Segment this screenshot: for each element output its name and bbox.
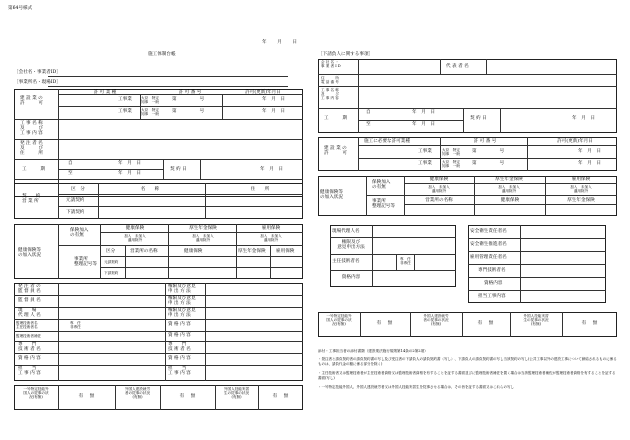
right-main-table — [318, 59, 617, 133]
insurance-label: 健康保険等 の加入状況 — [18, 248, 41, 258]
sales-office-row-sub: 下請契約 — [66, 210, 85, 215]
contract-date: 年 月 日 — [260, 167, 283, 172]
sub-role-authority: 権限及び 意見申出方法 — [337, 240, 365, 250]
sub-insurance-val-employment[interactable]: 加入 未加入 適用除外 — [570, 185, 592, 193]
foreign-specified-skilled-value[interactable]: 有 無 — [78, 394, 96, 399]
sub-permit-row-1-kind: 大臣 特定 知事 一般 — [442, 148, 460, 156]
permit-row-2-kind: 大臣 特定 知事 一般 — [141, 108, 159, 116]
sub-period-label: 工 期 — [324, 116, 347, 121]
project-label: 工 事 名 称 及 び 工 事 内 容 — [20, 121, 43, 136]
contract-date-label: 契 約 日 — [170, 167, 187, 172]
sub-period-from-date: 年 月 日 — [412, 110, 435, 115]
company-label: ［会社名・事業者ID］ — [14, 70, 61, 75]
sub-insurance-col-pension: 厚生年金保険 — [495, 177, 523, 182]
insurance-sub-header-office: 営業所の名称 — [130, 249, 158, 254]
foreign-technical-intern-label: 外国人技能実習 生の従事の状況 (有無) — [223, 387, 250, 399]
foreign-technical-intern-value[interactable]: 有 無 — [272, 394, 290, 399]
foreign-specified-skilled-label: 一号特定技能外 国人の従事の状 況(有無) — [23, 387, 49, 399]
form-number: 第64号様式 — [8, 6, 33, 11]
role-chief-engineer-dedicated[interactable]: 専 任 非専任 — [70, 321, 81, 329]
sub-representative-label: 代 表 者 名 — [446, 64, 469, 69]
insurance-sub-header-employment: 雇用保険 — [276, 249, 295, 254]
sub-permit-row-2-kind: 大臣 特定 知事 一般 — [442, 160, 460, 168]
sub-specialist-qualification: 資格内容 — [484, 281, 503, 286]
insurance-col-health: 健康保険 — [125, 226, 145, 231]
sub-period-to-date: 年 月 日 — [412, 122, 435, 127]
role-specialist-engineer-right: 専 門 技 術 者 名 — [168, 342, 191, 352]
sub-safety-officer: 安全衛生責任者名 — [470, 229, 507, 234]
sub-contract-date: 年 月 日 — [572, 116, 595, 121]
company-underline — [48, 76, 288, 77]
insurance-sub-row-sub: 下請契約 — [104, 271, 119, 275]
page-title: 施工体制台帳 — [148, 52, 176, 57]
sales-office-header-type: 区 分 — [71, 187, 85, 192]
sub-project-label: 工 事 名 称 及 び 工 事 内 容 — [321, 88, 339, 100]
sales-office-header-name: 名 称 — [140, 187, 160, 192]
sub-permit-header-date: 許可(更新)年月日 — [557, 139, 593, 144]
period-label: 工 期 — [22, 167, 45, 172]
period-from-date: 年 月 日 — [118, 161, 141, 166]
sub-insurance-sub-header-pension: 厚生年金保険 — [567, 198, 595, 203]
sub-period-to: 至 — [366, 122, 371, 127]
insurance-sub-header-health: 健康保険 — [184, 249, 203, 254]
sub-permit-row-2-number: 第 号 — [472, 161, 505, 166]
sub-insurance-office-label: 事業所 整理記号等 — [372, 199, 395, 209]
sub-specialist-engineer: 専門技術者名 — [478, 268, 506, 273]
sub-insurance-val-pension[interactable]: 加入 未加入 適用除外 — [498, 185, 520, 193]
sub-insurance-sub-header-office: 営業所の名称 — [425, 198, 453, 203]
sub-employment-manager: 雇用管理責任者名 — [470, 255, 507, 260]
insurance-val-employment[interactable]: 加入 未加入 適用除外 — [260, 234, 282, 242]
notes-2: ・主任技術者又は監理技術者が主任技術者資格又は監理技術者資格を有することを証する書面並びに監理技術者補佐を置く場合は当該監理技術者補佐が監理技術者資格を有することを証する書面(写し) — [318, 371, 616, 380]
period-to: 至 — [68, 171, 73, 176]
sub-permit-header-number: 許 可 番 号 — [473, 139, 497, 144]
sub-insurance-sub-header-health: 健康保険 — [500, 198, 520, 203]
permit-row-1-date: 年 月 日 — [262, 97, 285, 102]
sub-role-chief-engineer-dedicated[interactable]: 専 任 非専任 — [400, 257, 411, 265]
notes-1: ・発注者と請負契約者の請負契約書の写し及び受注者の下請負人の請負契約書（写し）、下請負人の請負契約書の写し当該契約の写し(公共工事以外の建設工事について締結されるものに係るものは、請負代金の額に係る部分を除く) — [318, 357, 617, 366]
section-title-subcontractor: ［下請負人に関する事項］ — [318, 52, 374, 57]
sub-permit-header-type: 施工に必要な許可業種 — [364, 139, 410, 144]
role-supervisor-authority: 権限及び意見 申 出 方 法 — [168, 296, 196, 306]
sub-insurance-label: 健康保険等 の加入状況 — [320, 190, 343, 200]
sub-insurance-table — [318, 176, 617, 216]
permit-header-type: 許 可 業 種 — [93, 89, 117, 95]
client-label: 発 注 者 名 及 び 住 所 — [20, 141, 43, 156]
permit-row-1-number: 第 号 — [172, 97, 205, 102]
permit-row-2-suffix: 工事業 — [118, 109, 132, 114]
sub-contract-date-label: 契 約 日 — [470, 116, 487, 121]
sub-company-label: 会 社 名 ・ 事 業 者 I D — [321, 60, 341, 68]
permit-label: 建 設 業 の 許 可 — [20, 96, 43, 106]
sub-address-label: 住 所 電 話 番 号 — [321, 76, 339, 84]
sub-foreign-specified-skilled-value[interactable]: 有 無 — [376, 321, 394, 326]
insurance-office-label: 事業所 整理記号等 — [74, 257, 97, 267]
sub-role-qualification: 資格内容 — [341, 275, 361, 280]
role-site-agent: 現 場 代 理 人 名 — [18, 308, 41, 318]
sub-foreign-technical-intern-value[interactable]: 有 無 — [581, 321, 599, 326]
insurance-sub-header-type: 区分 — [106, 249, 116, 254]
insurance-val-health[interactable]: 加入 未加入 適用除外 — [124, 234, 146, 242]
sales-office-label: 契 約 営 業 所 — [22, 194, 41, 204]
sub-permit-row-2-suffix: 工事業 — [418, 161, 432, 166]
sub-insurance-val-health[interactable]: 加入 未加入 適用除外 — [428, 185, 450, 193]
period-from: 自 — [68, 161, 73, 166]
sub-foreign-construction-worker-value[interactable]: 有 無 — [477, 321, 495, 326]
sales-office-header-address: 住 所 — [250, 187, 270, 192]
permit-row-2-date: 年 月 日 — [262, 109, 285, 114]
insurance-sub-header-pension: 厚生年金保険 — [238, 249, 266, 254]
role-chief-engineer: 監理技術者名 主任技術者名 — [16, 321, 38, 329]
role-engineer-assistant-qualification: 資 格 内 容 — [168, 333, 191, 338]
insurance-sub-row-prime: 元請契約 — [104, 260, 119, 264]
sub-work-content: 担当工事内容 — [478, 294, 506, 299]
sub-permit-label: 建 設 業 の 許 可 — [324, 146, 347, 156]
sub-permit-row-1-date: 年 月 日 — [578, 149, 601, 154]
form-date: 年 月 日 — [262, 40, 300, 45]
role-client-supervisor-authority: 権限及び意見 申 出 方 法 — [168, 284, 196, 294]
insurance-val-pension[interactable]: 加入 未加入 適用除外 — [192, 234, 214, 242]
sub-insurance-status-label: 保険加入 の有無 — [372, 180, 391, 190]
sub-foreign-technical-intern-label: 外国人技能実習 生の従事の状況 (有無) — [523, 314, 549, 326]
role-specialist-engineer: 専 門 技 術 者 名 — [18, 342, 41, 352]
permit-header-date: 許可(更新)年月日 — [245, 89, 281, 95]
insurance-status-label: 保険加入 の有無 — [70, 228, 89, 238]
permit-row-1-suffix: 工事業 — [118, 97, 132, 102]
sub-insurance-col-employment: 雇用保険 — [571, 177, 591, 182]
role-site-agent-authority: 権限及び意見 申 出 方 法 — [168, 308, 196, 318]
sub-role-site-agent: 現場代理人名 — [332, 229, 360, 234]
role-work-content-right: 担 当 工 事 内 容 — [168, 366, 191, 376]
sub-foreign-specified-skilled-label: 一号特定技能外 国人の従事の状 況(有無) — [326, 314, 352, 326]
permit-row-1-kind: 大臣 特定 知事 一般 — [141, 96, 159, 104]
period-to-date: 年 月 日 — [118, 171, 141, 176]
permit-row-2-number: 第 号 — [172, 109, 205, 114]
office-underline — [48, 86, 288, 87]
role-work-content: 担 当 工 事 内 容 — [18, 366, 41, 376]
permit-header-number: 許 可 番 号 — [178, 89, 202, 95]
notes-3: ・一号特定技能外国人、外国人建設就労者又は外国人技能実習生を従事させる場合は、その旨を証する書面又はこれらの写し — [318, 385, 514, 389]
foreign-construction-worker-value[interactable]: 有 無 — [179, 394, 197, 399]
sub-safety-promoter: 安全衛生推進者名 — [470, 242, 507, 247]
role-supervisor: 監 督 員 名 — [18, 298, 41, 303]
insurance-col-employment: 雇用保険 — [261, 226, 281, 231]
sub-period-from: 自 — [366, 110, 371, 115]
role-engineer-assistant: 監理技術者補佐 — [16, 334, 42, 338]
sub-permit-row-1-suffix: 工事業 — [418, 149, 432, 154]
role-specialist-qualification: 資 格 内 容 — [18, 356, 41, 361]
role-chief-engineer-qualification: 資 格 内 容 — [168, 322, 191, 327]
notes-title: 添付・工事担当者の添付書類（建設業法施行規則第14条の2第2項） — [318, 349, 428, 353]
sub-foreign-construction-worker-label: 外国人建設就労 者の従事の状況 (有無) — [423, 314, 449, 326]
sub-permit-row-1-number: 第 号 — [472, 149, 505, 154]
insurance-col-pension: 厚生年金保険 — [189, 226, 217, 231]
sub-permit-row-2-date: 年 月 日 — [578, 161, 601, 166]
foreign-construction-worker-label: 外国人建設就労 者の従事の状況 (有無) — [124, 387, 151, 399]
sales-office-row-prime: 元請契約 — [66, 198, 85, 203]
office-label: ［事業所名・現場ID］ — [14, 80, 61, 85]
role-specialist-qualification-right: 資 格 内 容 — [168, 356, 191, 361]
role-client-supervisor: 発 注 者 の 監 督 員 名 — [18, 284, 41, 294]
sub-role-chief-engineer: 主任技術者名 — [332, 259, 360, 264]
sub-insurance-col-health: 健康保険 — [429, 177, 449, 182]
